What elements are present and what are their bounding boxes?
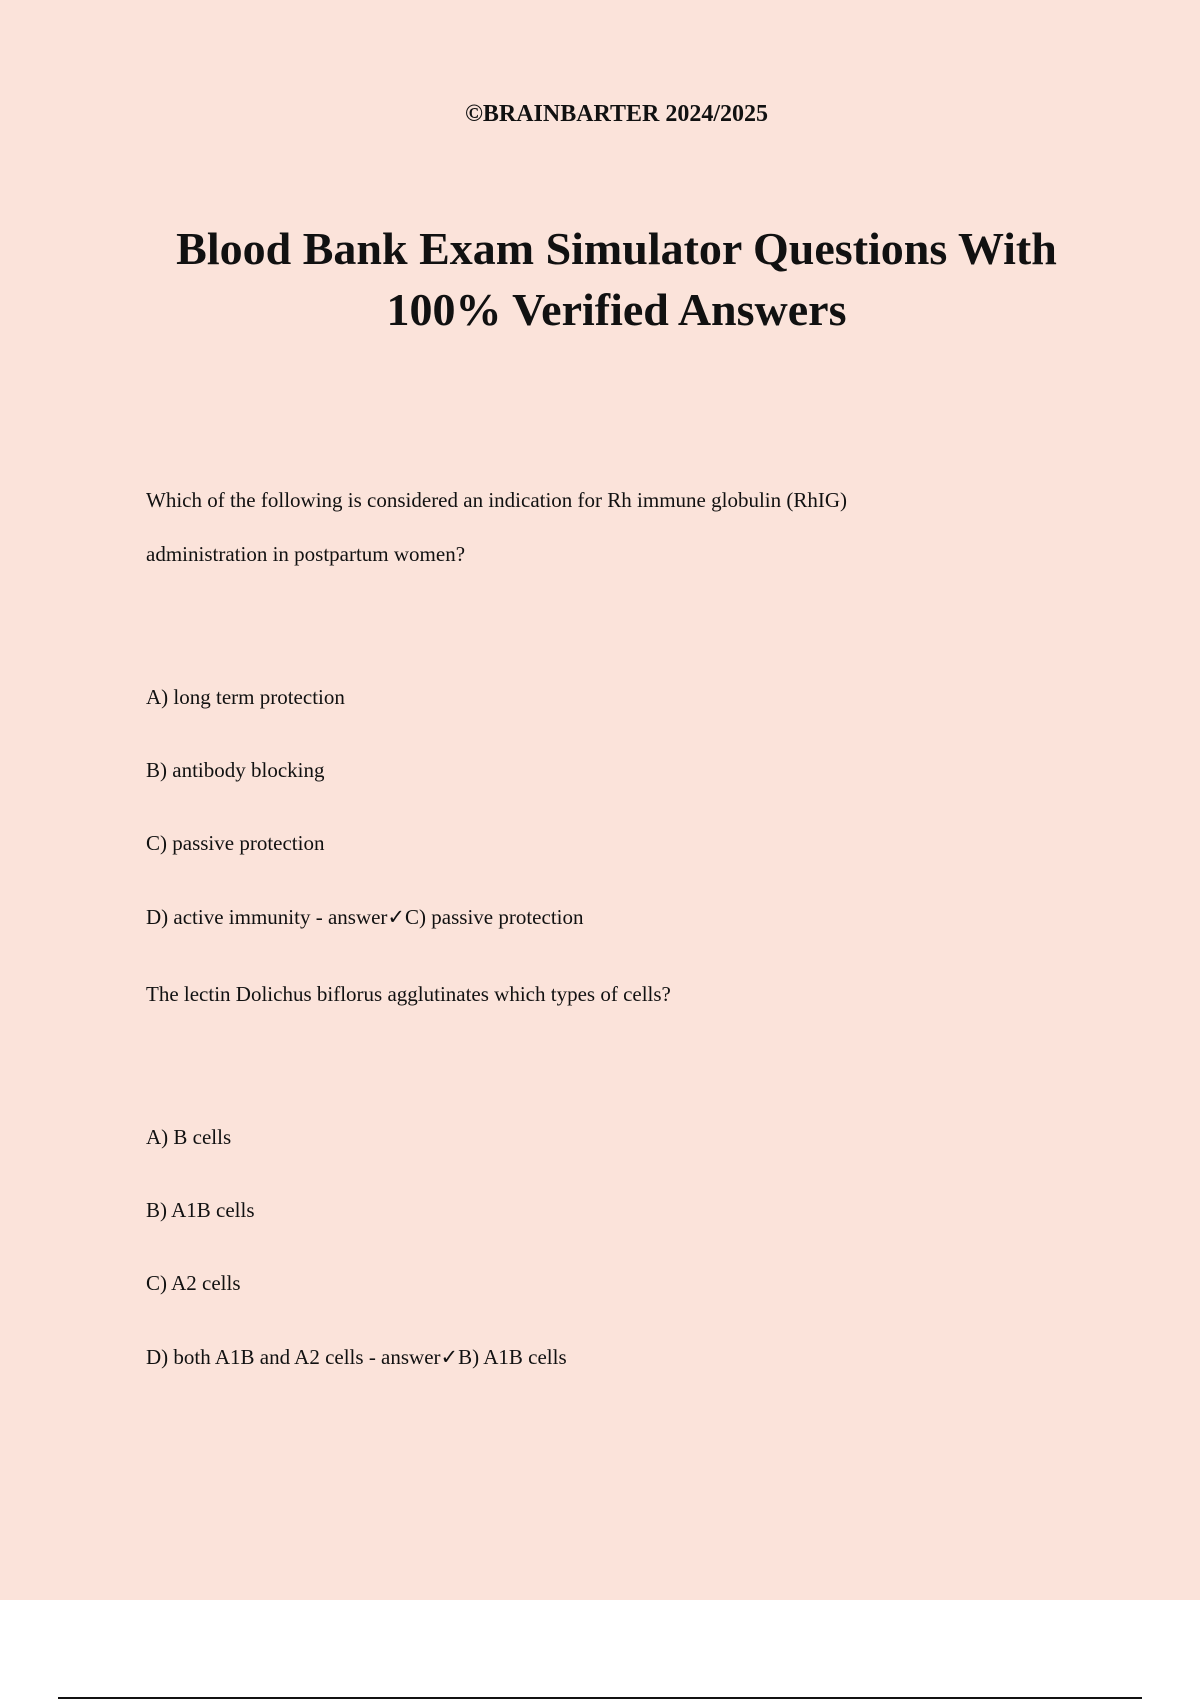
document-title (0, 218, 1200, 340)
copyright-header: ©BRAINBARTER 2024/2025 (464, 101, 769, 127)
question-2-option-b: B) A1B cells (146, 1198, 255, 1222)
question-2-option-c: C) A2 cells (146, 1271, 241, 1295)
question-2-prompt-line-1: The lectin Dolichus biflorus agglutinates which types of cells? (146, 982, 671, 1006)
question-1-prompt-line-2: administration in postpartum women? (146, 542, 466, 566)
question-1-option-b: B) antibody blocking (146, 758, 325, 782)
question-2-option-d-with-answer: D) both A1B and A2 cells - answer✓B) A1B cells (146, 1345, 567, 1369)
question-1-option-a: A) long term protection (146, 685, 345, 709)
title-line: 100% Verified Answers (386, 284, 847, 335)
question-1-option-c: C) passive protection (146, 831, 325, 855)
footer-divider (58, 1697, 1142, 1699)
question-1-prompt-line-1: Which of the following is considered an indication for Rh immune globulin (RhIG) (146, 488, 848, 512)
title-line: Blood Bank Exam Simulator Questions With (176, 223, 1057, 274)
question-1-option-d-with-answer: D) active immunity - answer✓C) passive protection (146, 905, 584, 929)
question-2-option-a: A) B cells (146, 1125, 232, 1149)
